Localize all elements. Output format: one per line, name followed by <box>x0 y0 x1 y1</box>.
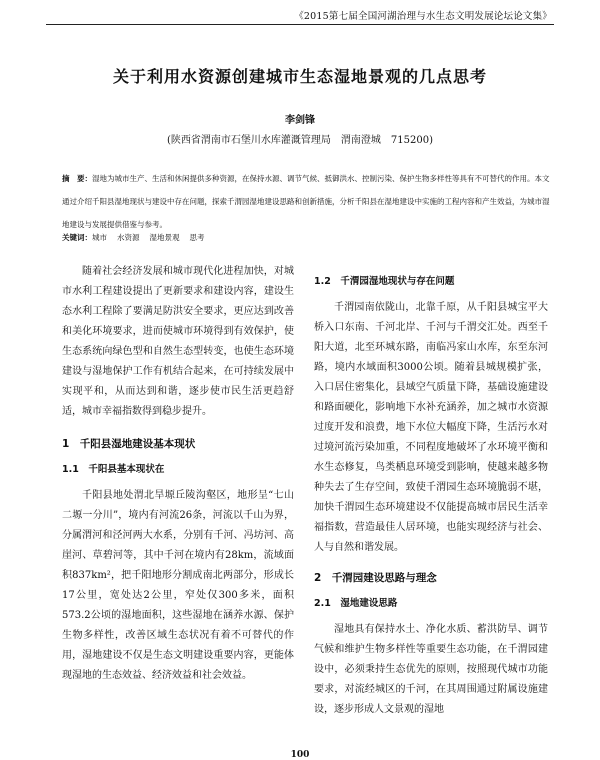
keywords <box>62 232 550 243</box>
abstract-label: 摘 要： <box>62 174 92 183</box>
section-1-1-heading: 1.1 千阳县基本现状在 <box>62 464 165 475</box>
keyword: 思考 <box>189 233 205 242</box>
section-1-2-heading: 1.2 千渭园湿地现状与存在问题 <box>314 276 455 287</box>
keywords-label: 关键词： <box>62 233 92 242</box>
keyword: 湿地景观 <box>149 233 180 242</box>
page-number: 100 <box>290 750 310 760</box>
right-column <box>314 262 548 720</box>
abstract-text: 湿地为城市生产、生活和休闲提供多种资源，在保持水源、调节气候、抵御洪水、控制污染、保护生物多样性等具有不可替代的作用。本文通过介绍千阳县湿地现状与建设中存在问题，探索千渭园湿地建设思路和创新措施，分析千阳县在湿地建设中实施的工程内容和产生效益，为城市湿地建设与发展提供借鉴与参考。 <box>62 174 550 229</box>
section-1-2-paragraph: 千渭园南依陇山，北靠千原，从千阳县城宝平大桥入口东南、千河北岸、千河与千渭交汇处。西至千阳大道，北至环城东路，南临冯家山水库，东至东河路，境内水域面积3000公顷。随着县城规模扩张，入口居住密集化，县域空气质量下降，基础设施建设和路面硬化，影响地下水补充涵养，加之城市水资源过度开发和浪费，地下水位大幅度下降，生活污水对过境河流污染加重，不同程度地破坏了水环境平衡和水生态修复，鸟类栖息环境受到影响，使越来越多物种失去了生存空间，致使千渭园生态环境脆弱不堪，加快千渭园生态环境建设不仅能提高城市居民生活幸福指数，营造最佳人居环境，也能实现经济与社会、人与自然和谐发展。 <box>314 302 548 553</box>
header-rule <box>46 24 554 25</box>
left-column <box>62 262 294 686</box>
abstract <box>62 167 550 236</box>
section-1-heading: 1 千阳县湿地建设基本现状 <box>62 438 196 450</box>
running-header: 《2015第七届全国河湖治理与水生态文明发展论坛论文集》 <box>294 11 552 22</box>
paper-title: 关于利用水资源创建城市生态湿地景观的几点思考 <box>112 67 487 86</box>
section-1-1-paragraph: 千阳县地处渭北旱塬丘陵沟壑区，地形呈“七山二塬一分川”，境内有河流26条，河流以千山为界，分属渭河和泾河两大水系，分别有千河、冯坊河、高崖河、草碧河等，其中千河在境内有28km，流域面积837km²，把千阳地形分割成南北两部分，形成长17公里，宽处达2公里，窄处仅300多米，面积573.2公顷的湿地面积，这些湿地在涵养水源、保护生物多样性，改善区域生态状况有着不可替代的作用，湿地建设不仅是生态文明建设重要内容，更能体现湿地的生态效益、经济效益和社会效益。 <box>62 490 294 681</box>
intro-paragraph: 随着社会经济发展和城市现代化进程加快，对城市水利工程建设提出了更新要求和建设内容，建设生态水利工程除了要满足防洪安全要求，更应达到改善和美化环境要求，进而使城市环境得到有效保护，使生态系统向绿色型和自然生态型转变，也使生态环境建设与湿地保护工作有机结合起来，在可持续发展中实现平和，从而达到和谐，逐步使市民生活更趋舒适，城市幸福指数得到稳步提升。 <box>62 266 294 417</box>
author-name: 李剑锋 <box>285 115 315 126</box>
section-2-heading: 2 千渭园建设思路与理念 <box>314 572 437 584</box>
keyword: 城市 <box>92 233 107 242</box>
keyword: 水资源 <box>117 233 140 242</box>
section-2-1-heading: 2.1 湿地建设思路 <box>314 598 398 609</box>
section-2-1-paragraph: 湿地具有保持水土、净化水质、蓄洪防旱、调节气候和维护生物多样性等重要生态功能，在千渭园建设中，必须秉持生态优先的原则，按照现代城市功能要求，对流经城区的千河，在其周围通过附属设施建设，逐步形成人文景观的湿地 <box>314 624 548 715</box>
author-affiliation: (陕西省渭南市石堡川水库灌溉管理局 渭南澄城 715200) <box>167 135 433 146</box>
